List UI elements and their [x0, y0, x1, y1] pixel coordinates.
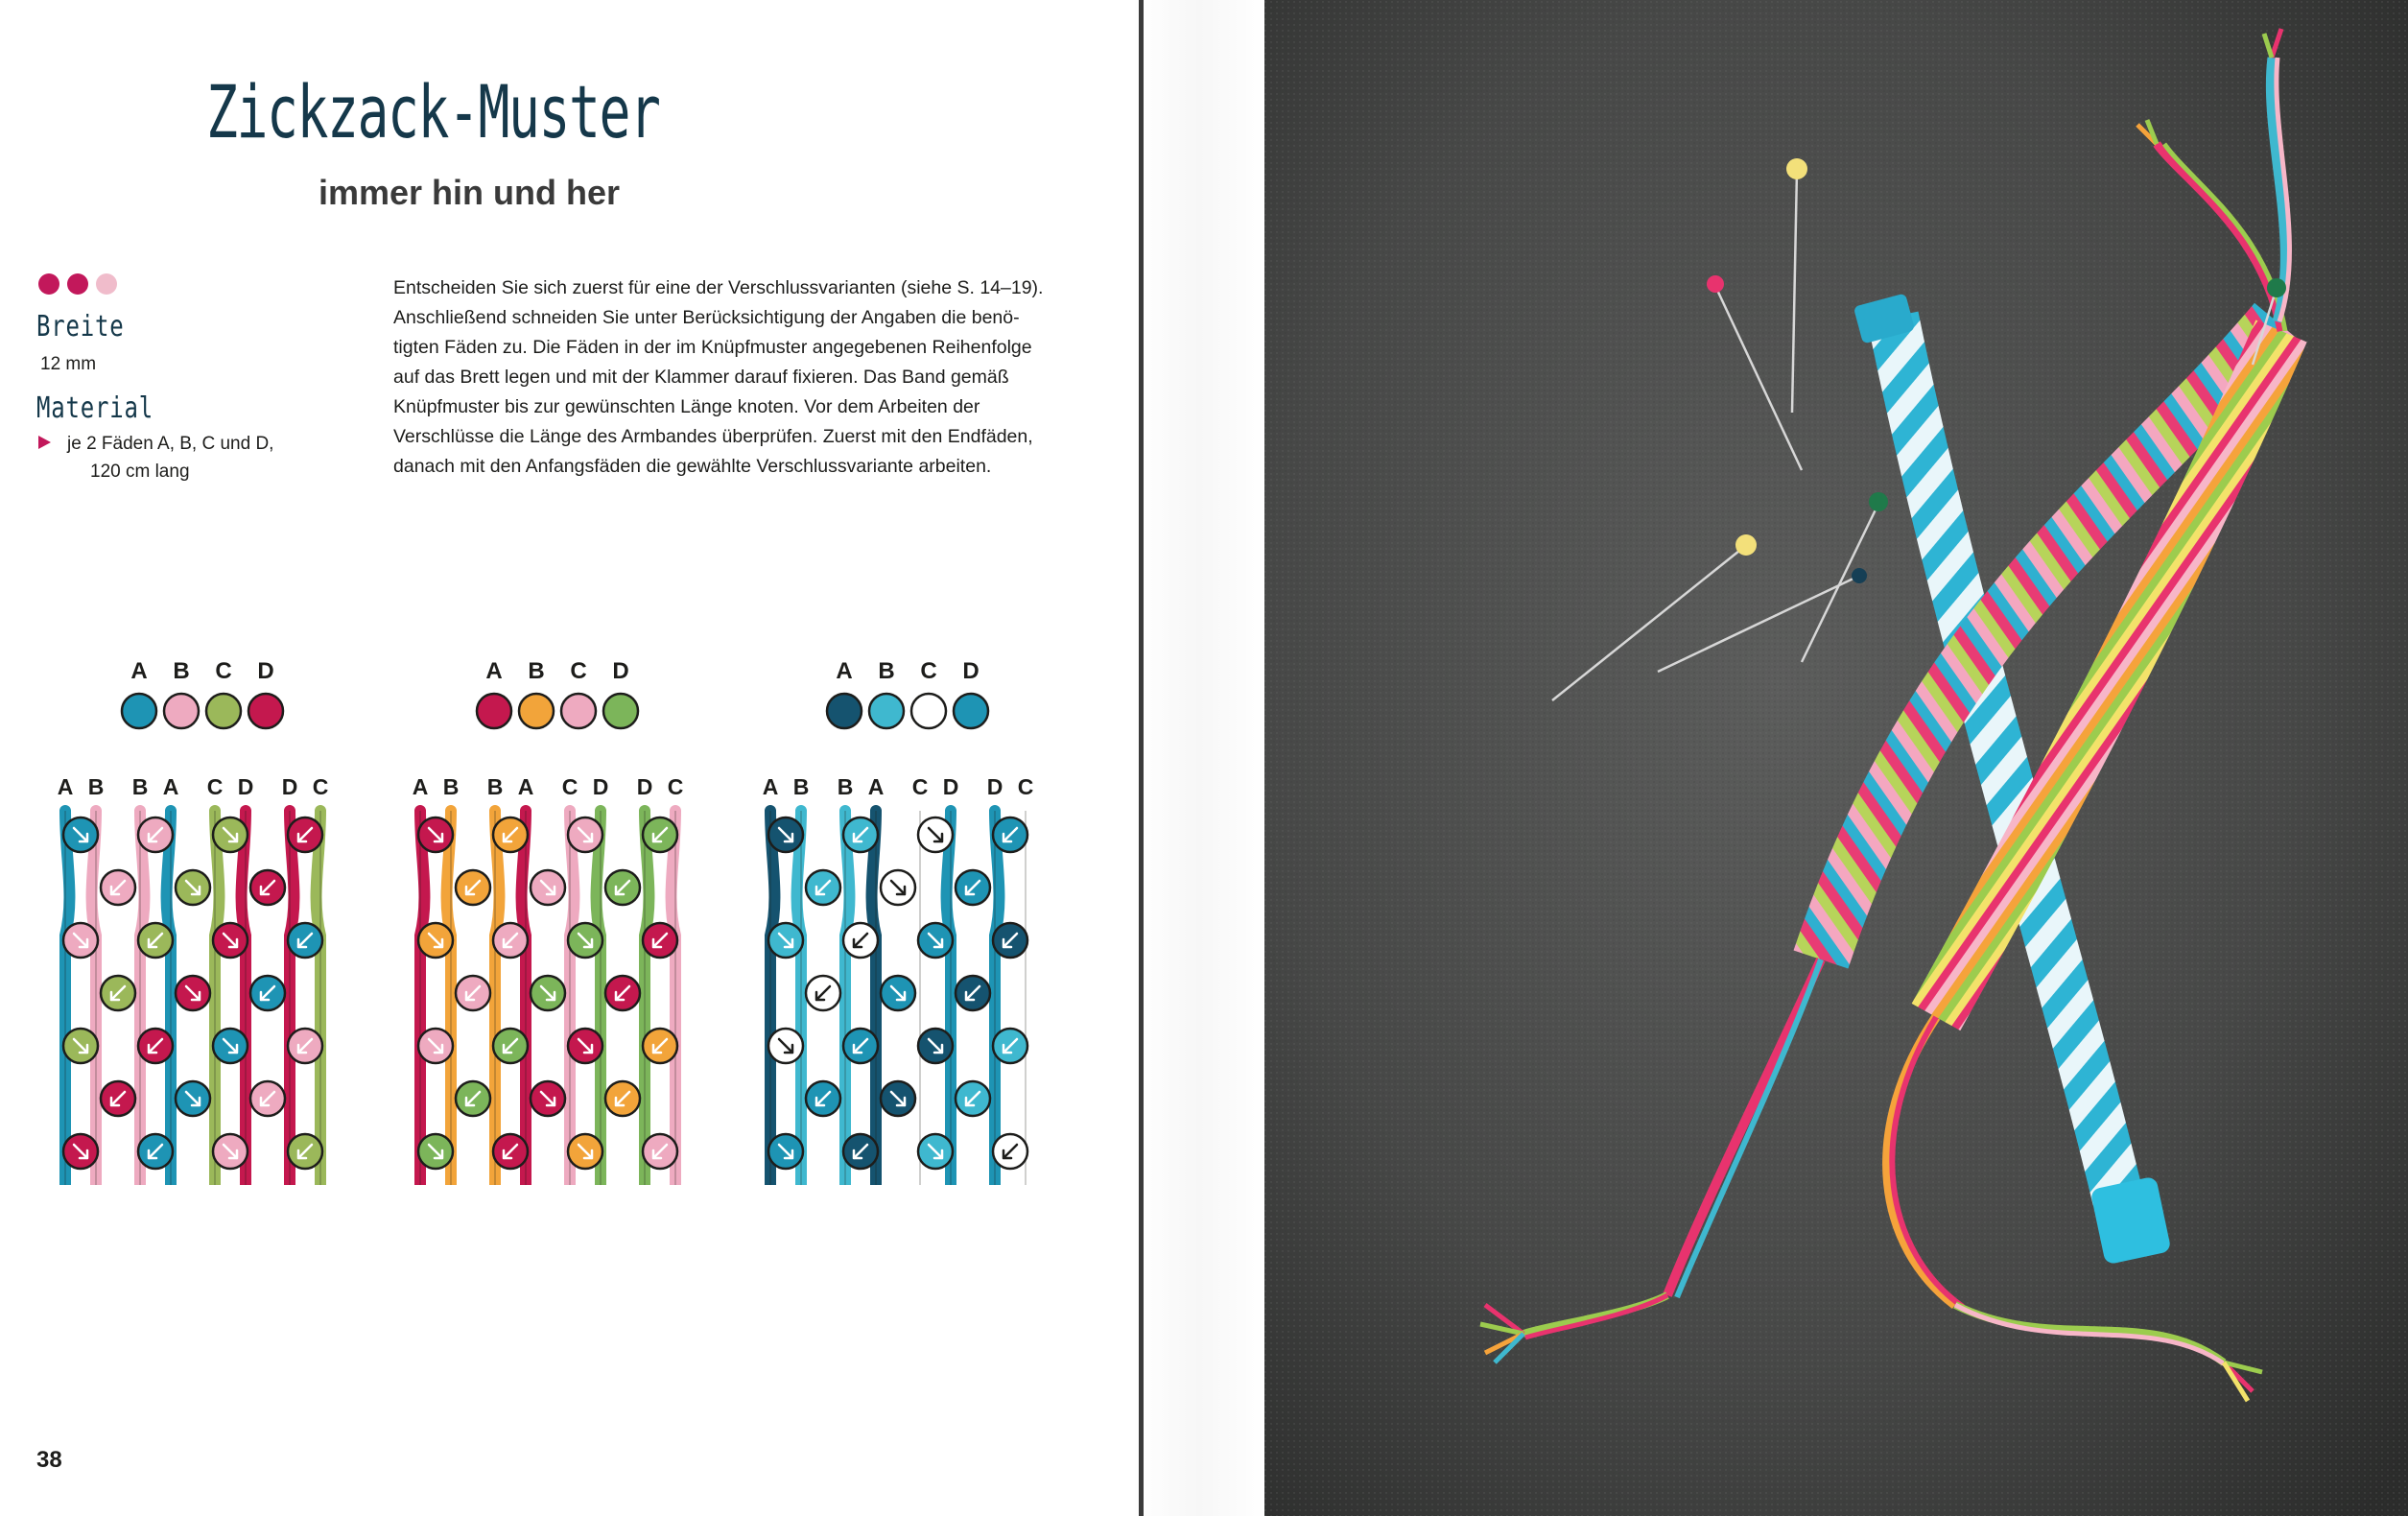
instructions-line: Entscheiden Sie sich zuerst für eine der Verschlussvarianten (siehe S. 14–19). [393, 277, 1044, 298]
thread-strand [65, 811, 69, 1185]
thread-letter: A [162, 774, 179, 799]
legend-letter: C [570, 658, 587, 684]
legend-letter: B [173, 658, 190, 684]
thread-strand [447, 811, 451, 1185]
legend-letter: D [257, 658, 274, 684]
thread-strand [845, 811, 849, 1185]
difficulty-dot-empty [96, 273, 117, 295]
legend-color-dot [954, 694, 988, 728]
thread-strand [797, 811, 801, 1185]
legend-color-dot [206, 694, 241, 728]
legend-color-dot [164, 694, 199, 728]
legend-letter: C [215, 658, 232, 684]
page-title: Zickzack-Muster [206, 69, 660, 154]
thread-strand [872, 811, 876, 1185]
thread-strand [597, 811, 601, 1185]
thread-strand [167, 811, 171, 1185]
legend-letter: A [485, 658, 503, 684]
knot-pattern-diagram [48, 657, 365, 1185]
thread-strand [570, 811, 574, 1185]
thread-letter: B [87, 774, 105, 799]
legend-color-dot [827, 694, 862, 728]
thread-strand [522, 811, 526, 1185]
thread-letter: A [517, 774, 534, 799]
thread-letter: D [281, 774, 298, 799]
thread-strand [495, 811, 499, 1185]
thread-letter: B [792, 774, 810, 799]
thread-strand [140, 811, 144, 1185]
thread-strand [770, 811, 774, 1185]
legend-letter: D [962, 658, 980, 684]
thread-letter: D [592, 774, 609, 799]
left-page [0, 0, 1132, 1516]
thread-letter: A [57, 774, 74, 799]
thread-letter: C [206, 774, 224, 799]
thread-letter: B [442, 774, 460, 799]
thread-strand [672, 811, 675, 1185]
thread-strand [92, 811, 96, 1185]
thread-strand [242, 811, 246, 1185]
legend-letter: A [130, 658, 148, 684]
breite-value: 12 mm [40, 354, 97, 374]
legend-color-dot [477, 694, 511, 728]
thread-strand [645, 811, 649, 1185]
thread-letter: D [942, 774, 959, 799]
instructions-line: tigten Fäden zu. Die Fäden in der im Knüpfmuster angegebenen Reihenfolge [393, 337, 1032, 358]
thread-letter: A [412, 774, 429, 799]
instructions-line: danach mit den Anfangsfäden die gewählte Verschlussvariante arbeiten. [393, 456, 992, 477]
legend-color-dot [911, 694, 946, 728]
knot-pattern-3 [753, 657, 1070, 1185]
page-gutter [1132, 0, 1266, 1516]
thread-letter: C [1017, 774, 1034, 799]
thread-letter: B [486, 774, 504, 799]
thread-strand [420, 811, 424, 1185]
breite-heading: Breite [36, 310, 125, 343]
difficulty-rating [38, 273, 117, 295]
thread-strand [947, 811, 951, 1185]
thread-strand [995, 811, 999, 1185]
thread-letter: C [561, 774, 578, 799]
thread-letter: B [837, 774, 854, 799]
gutter-line [1139, 0, 1144, 1516]
legend-letter: B [528, 658, 545, 684]
knot-pattern-diagram [403, 657, 720, 1185]
page-number: 38 [36, 1447, 62, 1473]
page-subtitle: immer hin und her [319, 173, 621, 212]
bullet-arrow-icon [38, 436, 51, 449]
thread-strand [215, 811, 219, 1185]
thread-strand [290, 811, 294, 1185]
bracelet-photo [1264, 0, 2408, 1516]
thread-letter: D [237, 774, 254, 799]
thread-strand [920, 811, 924, 1185]
thread-letter: C [312, 774, 329, 799]
legend-letter: C [920, 658, 937, 684]
instructions-line: Knüpfmuster bis zur gewünschten Länge knoten. Vor dem Arbeiten der [393, 396, 980, 417]
instructions-line: Verschlüsse die Länge des Armbandes überprüfen. Zuerst mit den Endfäden, [393, 426, 1033, 447]
photo-illustration [1264, 0, 2408, 1516]
legend-color-dot [122, 694, 156, 728]
legend-color-dot [561, 694, 596, 728]
knot-pattern-diagram [753, 657, 1070, 1185]
legend-letter: B [878, 658, 895, 684]
thread-letter: A [867, 774, 885, 799]
thread-letter: D [636, 774, 653, 799]
thread-strand [317, 811, 320, 1185]
legend-color-dot [519, 694, 554, 728]
instructions-line: auf das Brett legen und mit der Klammer darauf fixieren. Das Band gemäß [393, 367, 1009, 388]
instructions-line: Anschließend schneiden Sie unter Berücksichtigung der Angaben die benö- [393, 307, 1020, 328]
knot-pattern-1 [48, 657, 365, 1185]
legend-color-dot [869, 694, 904, 728]
thread-letter: D [986, 774, 1003, 799]
thread-letter: C [911, 774, 929, 799]
thread-letter: B [131, 774, 149, 799]
material-item-line1: je 2 Fäden A, B, C und D, [67, 434, 274, 454]
knot-pattern-2 [403, 657, 720, 1185]
thread-letter: C [667, 774, 684, 799]
legend-color-dot [248, 694, 283, 728]
difficulty-dot-filled [67, 273, 88, 295]
thread-strand [1022, 811, 1026, 1185]
material-item-line2: 120 cm lang [90, 462, 190, 482]
difficulty-dot-filled [38, 273, 59, 295]
legend-letter: D [612, 658, 629, 684]
thread-letter: A [762, 774, 779, 799]
instructions-text [393, 273, 1065, 482]
legend-letter: A [836, 658, 853, 684]
legend-color-dot [603, 694, 638, 728]
material-heading: Material [36, 391, 153, 425]
